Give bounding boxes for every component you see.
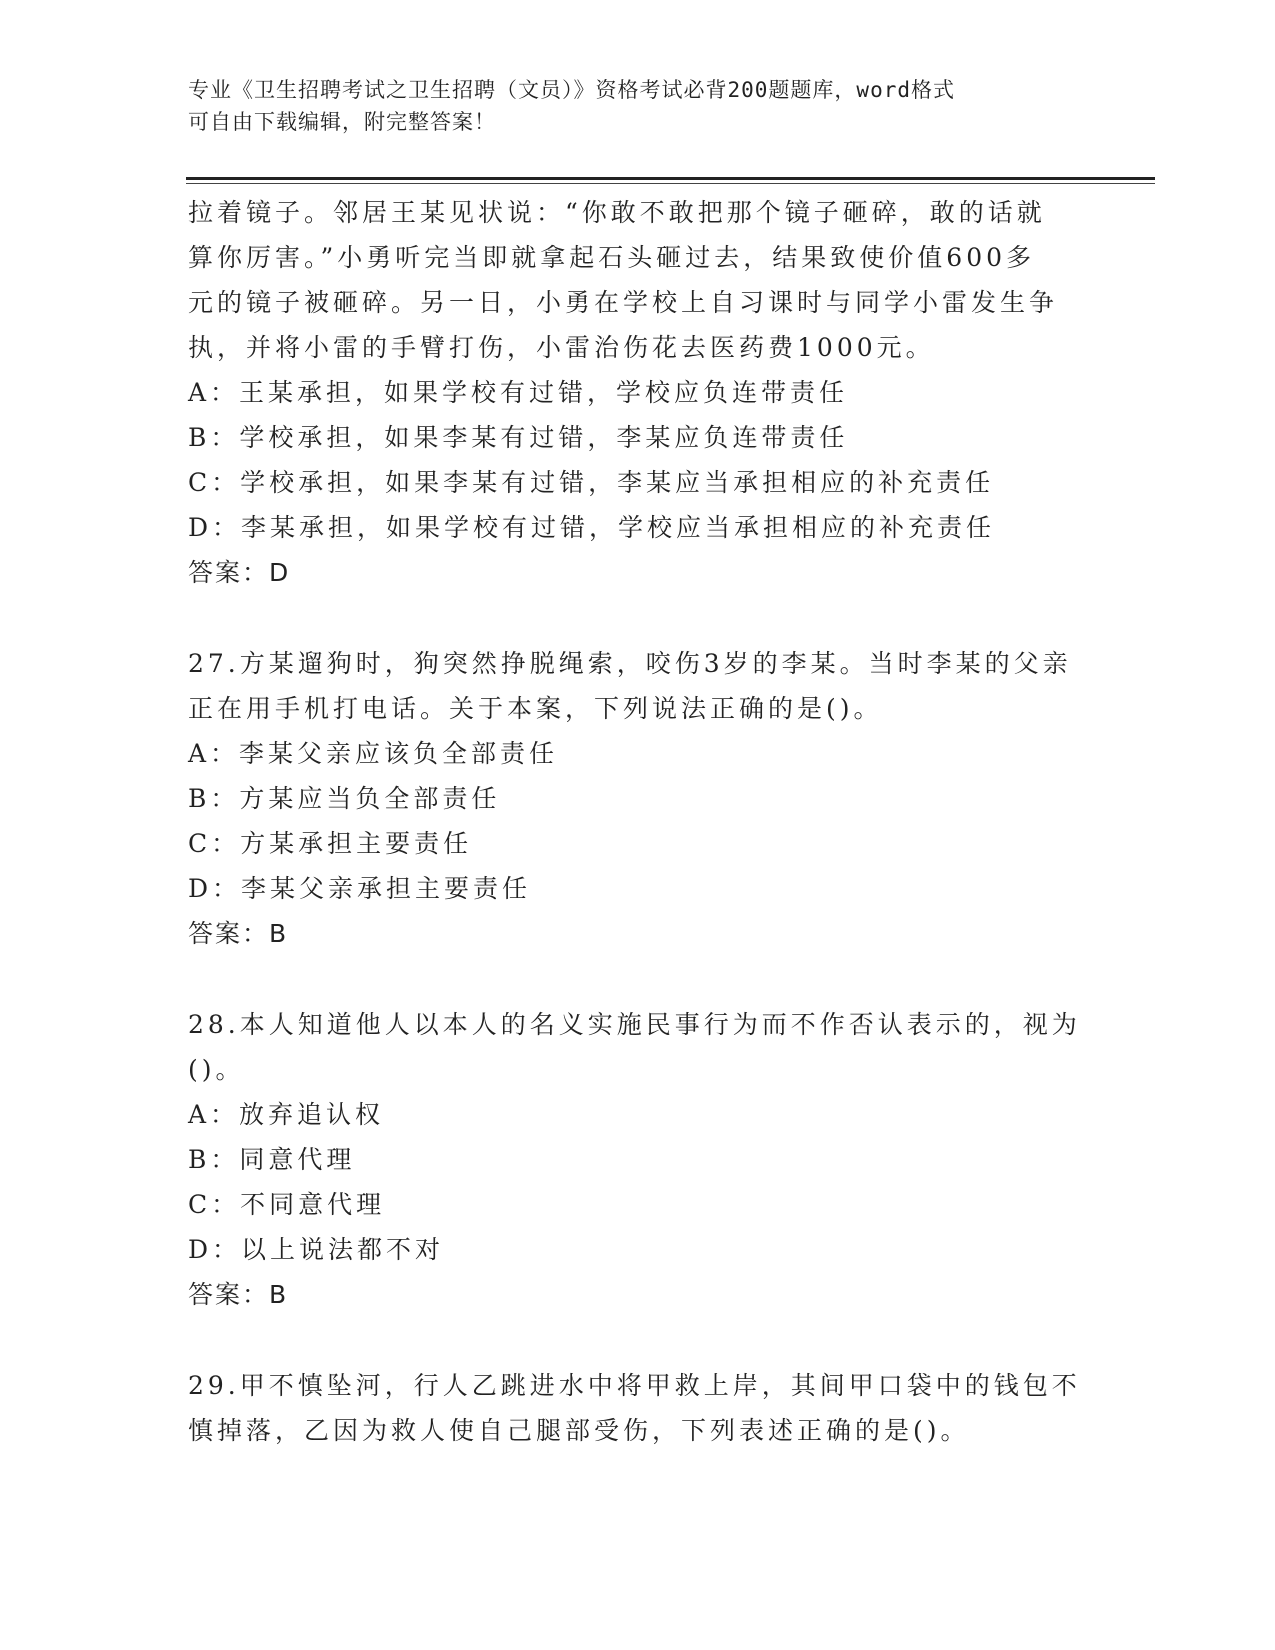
header-divider-thick xyxy=(186,177,1155,180)
option-c: C：方某承担主要责任 xyxy=(188,829,473,858)
question-29 xyxy=(188,1363,1088,1453)
question-text-line: 元的镜子被砸碎。另一日，小勇在学校上自习课时与同学小雷发生争 xyxy=(188,288,1059,317)
question-text-line: 算你厉害。”小勇听完当即就拿起石头砸过去，结果致使价值600多 xyxy=(188,243,1036,272)
header-divider-thin xyxy=(186,183,1155,184)
question-text-line: 29.甲不慎坠河，行人乙跳进水中将甲救上岸，其间甲口袋中的钱包不 xyxy=(188,1371,1081,1400)
question-text-line: 27.方某遛狗时，狗突然挣脱绳索，咬伤3岁的李某。当时李某的父亲 xyxy=(188,649,1072,678)
option-a: A：李某父亲应该负全部责任 xyxy=(188,739,559,768)
spacer xyxy=(188,956,1088,1002)
option-b: B：方某应当负全部责任 xyxy=(188,784,501,813)
option-c: C：学校承担，如果李某有过错，李某应当承担相应的补充责任 xyxy=(188,468,995,497)
answer-line: 答案：D xyxy=(188,558,291,587)
spacer xyxy=(188,595,1088,641)
option-d: D：李某承担，如果学校有过错，学校应当承担相应的补充责任 xyxy=(188,513,996,542)
answer-line: 答案：B xyxy=(188,1280,289,1309)
document-body xyxy=(188,190,1088,1453)
question-27 xyxy=(188,641,1088,956)
question-26-continuation xyxy=(188,190,1088,595)
option-c: C：不同意代理 xyxy=(188,1190,386,1219)
spacer xyxy=(188,1317,1088,1363)
option-b: B：同意代理 xyxy=(188,1145,356,1174)
header-line-1: 专业《卫生招聘考试之卫生招聘（文员）》资格考试必背200题题库，word格式 xyxy=(188,78,955,102)
option-a: A：王某承担，如果学校有过错，学校应负连带责任 xyxy=(188,378,849,407)
question-28 xyxy=(188,1002,1088,1317)
question-text-line: ()。 xyxy=(188,1055,245,1084)
question-text-line: 28.本人知道他人以本人的名义实施民事行为而不作否认表示的，视为 xyxy=(188,1010,1081,1039)
page-header xyxy=(188,74,1088,138)
option-b: B：学校承担，如果李某有过错，李某应负连带责任 xyxy=(188,423,849,452)
option-d: D：李某父亲承担主要责任 xyxy=(188,874,532,903)
question-text-line: 拉着镜子。邻居王某见状说：“你敢不敢把那个镜子砸碎，敢的话就 xyxy=(188,198,1046,227)
header-line-2: 可自由下载编辑，附完整答案！ xyxy=(188,110,496,134)
option-d: D：以上说法都不对 xyxy=(188,1235,445,1264)
question-text-line: 正在用手机打电话。关于本案，下列说法正确的是()。 xyxy=(188,694,883,723)
question-text-line: 执，并将小雷的手臂打伤，小雷治伤花去医药费1000元。 xyxy=(188,333,935,362)
option-a: A：放弃追认权 xyxy=(188,1100,385,1129)
question-text-line: 慎掉落，乙因为救人使自己腿部受伤，下列表述正确的是()。 xyxy=(188,1416,970,1445)
answer-line: 答案：B xyxy=(188,919,289,948)
